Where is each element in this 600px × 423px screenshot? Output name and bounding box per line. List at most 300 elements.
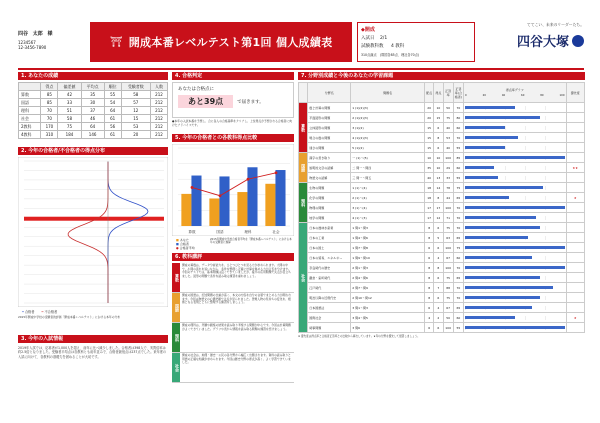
logo-icon: ⛩ xyxy=(110,36,123,48)
field-bar-cell xyxy=(464,103,567,113)
field-cell-q: 3 (1)(2) xyxy=(351,123,425,133)
student-school: 四谷 xyxy=(18,31,29,37)
score-cell: 15 xyxy=(121,115,150,123)
score-cell: 70 xyxy=(41,107,58,115)
field-cell-p: 17 xyxy=(425,213,434,223)
legend-pass-icon: ━ xyxy=(22,310,24,314)
field-cell-field: 奈良時代の歴史 xyxy=(308,263,351,273)
avg-point xyxy=(191,186,194,189)
student-info xyxy=(18,30,88,70)
field-cell-field: 物理の問題 xyxy=(308,203,351,213)
field-cell-pass: 65 xyxy=(453,273,463,283)
field-bar xyxy=(465,246,565,249)
field-cell-s: 6 xyxy=(434,293,443,303)
section3-title: 3. 今年の入試情報 xyxy=(18,335,168,343)
field-cell-r: 75 xyxy=(443,223,453,233)
priority-mark xyxy=(566,223,585,233)
bar-passers xyxy=(275,170,285,226)
field-cell-p: 40 xyxy=(425,173,434,183)
score-table-header xyxy=(19,83,168,91)
score-cell: 212 xyxy=(150,107,167,115)
field-bar-cell xyxy=(464,173,567,183)
field-cell-pass: 70 xyxy=(453,223,463,233)
field-bar-cell xyxy=(464,323,567,333)
field-bar-track xyxy=(465,176,565,180)
priority-mark xyxy=(566,293,585,303)
score-row xyxy=(19,107,168,115)
axis-tick: 60 xyxy=(521,94,525,97)
field-row xyxy=(299,173,585,183)
field-cell-pass: 75 xyxy=(453,183,463,193)
field-cell-pass: 60 xyxy=(453,163,463,173)
field-bar-track xyxy=(465,196,565,200)
field-bar-track xyxy=(465,186,565,190)
field-cell-pass: 70 xyxy=(453,283,463,293)
field-cell-r: 29 xyxy=(443,163,453,173)
bar-you xyxy=(237,192,247,226)
field-bar-cell xyxy=(464,233,567,243)
score-cell: 64 xyxy=(104,107,121,115)
brand-tagline: ててこい、未来のリーダーたち。 xyxy=(527,22,584,27)
field-bar-cell xyxy=(464,313,567,323)
field-cell-p: 15 xyxy=(425,123,434,133)
field-bar-track xyxy=(465,146,565,150)
field-cell-q: 三 問一〜問五 xyxy=(351,173,425,183)
field-bar-cell xyxy=(464,243,567,253)
review-block xyxy=(172,353,294,383)
field-cell-p: 10 xyxy=(425,153,434,163)
legend-you: あなた xyxy=(179,238,189,242)
field-cell-s: 6 xyxy=(434,123,443,133)
judgement-line1: あなたは合格点に xyxy=(178,87,214,92)
field-bar-track xyxy=(465,156,565,160)
field-bar-track xyxy=(465,266,565,270)
field-row xyxy=(299,103,585,113)
field-subject-band: 理科 xyxy=(299,183,308,223)
field-row xyxy=(299,273,585,283)
field-cell-pass: 65 xyxy=(453,233,463,243)
priority-mark xyxy=(566,303,585,313)
field-cell-q: 1 (1)〜(4) xyxy=(351,183,425,193)
field-col: 正答率 xyxy=(443,83,453,103)
field-cell-field: 地学の問題 xyxy=(308,213,351,223)
legend-passers-icon: ■ xyxy=(176,242,179,246)
score-table xyxy=(18,82,168,139)
review-subject: 理科 xyxy=(172,323,180,352)
score-cell: 212 xyxy=(150,123,167,131)
field-cell-s: 6 xyxy=(434,223,443,233)
field-col: 分野名 xyxy=(308,83,351,103)
field-cell-q: 4 (1)(2)(3) xyxy=(351,133,425,143)
field-cell-field: 漢字の書き取り xyxy=(308,153,351,163)
score-subject: 4教科 xyxy=(19,131,41,139)
field-graph-title: 得点率グラフ xyxy=(505,88,524,92)
field-cell-field: 日本の工業 xyxy=(308,233,351,243)
score-cell: 56 xyxy=(104,123,121,131)
priority-mark xyxy=(566,263,585,273)
field-col: 優先度 xyxy=(566,83,585,103)
field-cell-field: 時事問題 xyxy=(308,323,351,333)
review-subject: 算数 xyxy=(172,263,180,292)
field-cell-s: 14 xyxy=(434,183,443,193)
field-bar-track xyxy=(465,126,565,130)
priority-mark xyxy=(566,113,585,123)
comparison-note: 2015年開成中学校合格者平均を「開成本番レベルテスト」における本年の受験者に換算 xyxy=(210,238,292,245)
field-cell-pass: 60 xyxy=(453,313,463,323)
score-col: 平均点 xyxy=(81,83,104,91)
field-bar xyxy=(465,196,509,199)
field-cell-r: 100 xyxy=(443,243,453,253)
score-cell: 37 xyxy=(81,107,104,115)
field-cell-p: 8 xyxy=(425,283,434,293)
field-cell-q: 1 問1〜問3 xyxy=(351,223,425,233)
score-cell: 212 xyxy=(150,131,167,139)
field-bar-cell xyxy=(464,133,567,143)
score-cell: 30 xyxy=(81,99,104,107)
priority-mark xyxy=(566,273,585,283)
judgement-points: あと39点 xyxy=(178,95,233,108)
field-cell-r: 44 xyxy=(443,193,453,203)
field-cell-s: 17 xyxy=(434,203,443,213)
field-cell-pass: 70 xyxy=(453,203,463,213)
field-cell-p: 6 xyxy=(425,243,434,253)
score-subject: 算数 xyxy=(19,91,41,99)
score-cell: 85 xyxy=(41,99,58,107)
header-divider xyxy=(18,68,584,70)
field-cell-p: 8 xyxy=(425,273,434,283)
score-col: 得点 xyxy=(41,83,58,91)
field-table xyxy=(298,82,585,333)
field-bar-cell xyxy=(464,143,567,153)
field-cell-p: 4 xyxy=(425,313,434,323)
field-bar xyxy=(465,306,532,309)
field-cell-q: 3 (1)〜(4) xyxy=(351,203,425,213)
field-row xyxy=(299,153,585,163)
section5-title: 5. 今年の合格者との各教科得点比較 xyxy=(172,134,294,142)
field-cell-p: 15 xyxy=(425,133,434,143)
avg-point xyxy=(219,194,222,197)
priority-mark xyxy=(566,133,585,143)
field-bar-cell xyxy=(464,253,567,263)
field-cell-r: 53 xyxy=(443,133,453,143)
field-cell-q: 2 (1)〜(4) xyxy=(351,193,425,203)
field-bar xyxy=(465,326,565,329)
field-cell-s: 6 xyxy=(434,273,443,283)
priority-mark xyxy=(566,173,585,183)
field-cell-q: 2 問1〜問3 xyxy=(351,263,425,273)
field-cell-r: 75 xyxy=(443,293,453,303)
score-cell: 310 xyxy=(41,131,58,139)
field-cell-field: 数と計算の問題 xyxy=(308,103,351,113)
axis-tick: 0 xyxy=(465,94,467,97)
field-cell-s: 12 xyxy=(434,213,443,223)
avg-point xyxy=(247,178,250,181)
score-col: 偏差値 xyxy=(58,83,81,91)
field-cell-field: 日本の国土 xyxy=(308,243,351,253)
axis-tick: 20 xyxy=(482,94,486,97)
field-row xyxy=(299,313,585,323)
field-cell-q: 一 (1)〜(5) xyxy=(351,153,425,163)
exam-info xyxy=(357,22,475,62)
field-subject-band: 算数 xyxy=(299,103,308,153)
cmp-category-label: 社会 xyxy=(272,230,280,234)
section2-title: 2. 今年の合格者/不合格者の得点分布 xyxy=(18,147,168,155)
student-honorific: 様 xyxy=(47,31,53,37)
priority-mark: ★ xyxy=(566,193,585,203)
score-cell: 51 xyxy=(58,107,81,115)
field-bar-track xyxy=(465,296,565,300)
cmp-category-label: 理科 xyxy=(244,230,252,234)
review-text: 開成の理科は、実験や観察の結果を読み取り考察する問題が中心です。今回は計算問題がよくできていました。グラフや表から情報を読み取る問題の練習を続けましょう。 xyxy=(182,323,291,331)
field-bar-track xyxy=(465,226,565,230)
student-id: 1234567 xyxy=(18,40,36,45)
priority-mark xyxy=(566,143,585,153)
field-bar-cell xyxy=(464,193,567,203)
field-cell-p: 20 xyxy=(425,113,434,123)
field-cell-q: 二 問一〜問四 xyxy=(351,163,425,173)
field-bar-cell xyxy=(464,203,567,213)
score-cell: 57 xyxy=(121,99,150,107)
bar-you xyxy=(209,198,219,226)
field-cell-field: 日本の貿易、エネルギー xyxy=(308,253,351,263)
priority-mark: ★ xyxy=(566,313,585,323)
field-cell-r: 100 xyxy=(443,153,453,163)
field-bar xyxy=(465,296,540,299)
score-cell: 55 xyxy=(104,91,121,99)
field-cell-q: 3 問6 xyxy=(351,323,425,333)
field-bar xyxy=(465,276,540,279)
field-cell-field: 鎌倉・室町時代 xyxy=(308,273,351,283)
score-row xyxy=(19,131,168,139)
field-cell-q: 1 (1)(2)(3) xyxy=(351,103,425,113)
field-row xyxy=(299,123,585,133)
judgement-line2: で届きます。 xyxy=(237,99,264,105)
field-cell-s: 8 xyxy=(434,193,443,203)
score-subject: 国語 xyxy=(19,99,41,107)
field-row xyxy=(299,323,585,333)
field-cell-pass: 65 xyxy=(453,303,463,313)
field-cell-q: 1 問9〜問10 xyxy=(351,253,425,263)
field-subject-band: 国語 xyxy=(299,153,308,183)
score-cell: 61 xyxy=(104,115,121,123)
score-cell: 75 xyxy=(58,123,81,131)
field-cell-r: 75 xyxy=(443,273,453,283)
axis-tick: 40 xyxy=(501,94,506,97)
field-side-col xyxy=(299,83,308,103)
field-cell-s: 10 xyxy=(434,153,443,163)
field-cell-pass: 70 xyxy=(453,263,463,273)
score-subject: 理科 xyxy=(19,107,41,115)
score-cell: 54 xyxy=(104,99,121,107)
avg-point xyxy=(275,171,278,174)
priority-mark xyxy=(566,213,585,223)
field-cell-r: 100 xyxy=(443,203,453,213)
bar-passers xyxy=(219,176,229,226)
field-cell-field: 説明的文章の読解 xyxy=(308,163,351,173)
review-text: 開成の国語は、記述問題の比重が高く、本文の内容を自分の言葉でまとめる力が問われます。今回は物語文の心情把握で失点が見られました。登場人物の気持ちの変化を、根拠となる表現とともに整理する練習をしましょう。 xyxy=(182,293,292,305)
field-cell-field: 明治以降の近現代史 xyxy=(308,293,351,303)
comparison-legend xyxy=(176,238,195,250)
field-cell-p: 17 xyxy=(425,203,434,213)
field-subject-band: 社会 xyxy=(299,223,308,333)
score-cell: 58 xyxy=(121,91,150,99)
field-row xyxy=(299,243,585,253)
score-subject: 2教科 xyxy=(19,123,41,131)
score-cell: 58 xyxy=(58,115,81,123)
field-bar-cell xyxy=(464,213,567,223)
cmp-category-label: 算数 xyxy=(188,230,196,234)
priority-mark xyxy=(566,203,585,213)
exam-note: 310点満点 (算国各85点、理社各70点) xyxy=(361,53,420,57)
field-bar xyxy=(465,266,565,269)
field-cell-s: 10 xyxy=(434,163,443,173)
field-bar-track xyxy=(465,256,565,260)
field-cell-s: 6 xyxy=(434,143,443,153)
field-cell-p: 8 xyxy=(425,293,434,303)
legend-you-icon: ■ xyxy=(176,238,179,242)
field-bar-cell xyxy=(464,153,567,163)
brand xyxy=(482,22,584,62)
field-row xyxy=(299,193,585,203)
field-bar xyxy=(465,316,515,319)
field-cell-r: 40 xyxy=(443,123,453,133)
distribution-legend xyxy=(22,309,57,314)
field-cell-s: 8 xyxy=(434,263,443,273)
field-cell-field: 場合の数の問題 xyxy=(308,133,351,143)
field-cell-r: 67 xyxy=(443,253,453,263)
field-cell-q: 3 問4〜問5 xyxy=(351,313,425,323)
field-bar-track xyxy=(465,236,565,240)
field-cell-s: 4 xyxy=(434,253,443,263)
field-cell-r: 100 xyxy=(443,263,453,273)
field-bar-track xyxy=(465,246,565,250)
field-bar xyxy=(465,146,505,149)
legend-avg-icon: ● xyxy=(176,246,179,250)
field-bar-cell xyxy=(464,293,567,303)
field-cell-field: 国際社会 xyxy=(308,313,351,323)
field-bar xyxy=(465,226,540,229)
field-col: 正答率(合格者) xyxy=(453,83,463,103)
legend-passers: 合格者 xyxy=(179,242,189,246)
brand-name: 四谷大塚 xyxy=(516,35,569,50)
score-cell: 146 xyxy=(81,131,104,139)
field-cell-pass: 55 xyxy=(453,173,463,183)
review-text: 開成の社会は、地理・歴史・公民の各分野から幅広く出題されます。資料の読み取りと用語の正確な知識が求められます。今回は歴史分野の得点が高く、よく学習できていました。 xyxy=(182,353,291,365)
field-bar xyxy=(465,106,515,109)
priority-mark xyxy=(566,283,585,293)
field-row xyxy=(299,113,585,123)
field-bar-track xyxy=(465,166,565,170)
field-bar-cell xyxy=(464,283,567,293)
field-bar-track xyxy=(465,206,565,210)
field-cell-p: 15 xyxy=(425,143,434,153)
score-cell: 61 xyxy=(104,131,121,139)
field-cell-r: 75 xyxy=(443,113,453,123)
bar-you xyxy=(265,184,275,226)
section7-title: 7. 分野別成績と今後のあなたの学習課題 xyxy=(298,72,585,80)
field-bar-cell xyxy=(464,183,567,193)
field-cell-r: 40 xyxy=(443,143,453,153)
field-cell-field: 化学の問題 xyxy=(308,193,351,203)
field-cell-pass: 55 xyxy=(453,323,463,333)
field-cell-p: 6 xyxy=(425,253,434,263)
field-row xyxy=(299,213,585,223)
field-bar xyxy=(465,176,498,179)
field-cell-p: 18 xyxy=(425,183,434,193)
priority-mark xyxy=(566,153,585,163)
field-bar-track xyxy=(465,306,565,310)
field-cell-pass: 55 xyxy=(453,143,463,153)
field-cell-p: 20 xyxy=(425,103,434,113)
field-cell-s: 7 xyxy=(434,283,443,293)
field-cell-r: 78 xyxy=(443,183,453,193)
legend-fail-icon: ━ xyxy=(41,310,44,314)
priority-mark xyxy=(566,123,585,133)
field-cell-q: 2 (1)(2)(3) xyxy=(351,113,425,123)
field-bar-track xyxy=(465,216,565,220)
field-cell-s: 8 xyxy=(434,133,443,143)
legend-pass: 合格者 xyxy=(24,310,35,314)
score-cell: 35 xyxy=(81,91,104,99)
field-bar xyxy=(465,206,565,209)
distribution-chart xyxy=(18,157,168,307)
field-cell-pass: 85 xyxy=(453,153,463,163)
review-subject: 社会 xyxy=(172,353,180,382)
field-cell-r: 88 xyxy=(443,283,453,293)
score-col: 人数 xyxy=(150,83,167,91)
field-cell-field: 日本国憲法 xyxy=(308,303,351,313)
field-cell-p: 8 xyxy=(425,263,434,273)
field-table-header xyxy=(299,83,585,103)
field-row xyxy=(299,263,585,273)
score-cell: 212 xyxy=(150,115,167,123)
subjects-label: 試験教科数 xyxy=(361,44,384,49)
field-row xyxy=(299,143,585,153)
field-cell-s: 10 xyxy=(434,103,443,113)
field-cell-s: 13 xyxy=(434,173,443,183)
field-bar xyxy=(465,166,494,169)
review-blocks xyxy=(172,263,294,385)
score-cell: 42 xyxy=(58,91,81,99)
bar-passers xyxy=(247,167,257,226)
field-cell-r: 50 xyxy=(443,313,453,323)
field-cell-s: 5 xyxy=(434,233,443,243)
field-cell-pass: 70 xyxy=(453,133,463,143)
field-cell-p: 8 xyxy=(425,233,434,243)
field-cell-s: 6 xyxy=(434,243,443,253)
field-cell-r: 33 xyxy=(443,173,453,183)
field-cell-q: 1 問7〜問8 xyxy=(351,243,425,253)
field-bar-cell xyxy=(464,163,567,173)
field-cell-s: 6 xyxy=(434,323,443,333)
priority-mark xyxy=(566,243,585,253)
title-banner xyxy=(90,22,352,62)
score-cell: 20 xyxy=(121,131,150,139)
review-block xyxy=(172,323,294,353)
cmp-category-label: 国語 xyxy=(216,230,224,234)
field-cell-s: 15 xyxy=(434,113,443,123)
score-col: 受験者数 xyxy=(121,83,150,91)
field-cell-q: 4 (1)〜(3) xyxy=(351,213,425,223)
graph-axis xyxy=(465,94,565,97)
score-cell: 12 xyxy=(121,107,150,115)
field-bar-cell xyxy=(464,113,567,123)
field-bar-cell xyxy=(464,123,567,133)
score-row xyxy=(19,123,168,131)
field-cell-s: 4 xyxy=(434,303,443,313)
field-bar-cell xyxy=(464,263,567,273)
field-bar-cell xyxy=(464,273,567,283)
